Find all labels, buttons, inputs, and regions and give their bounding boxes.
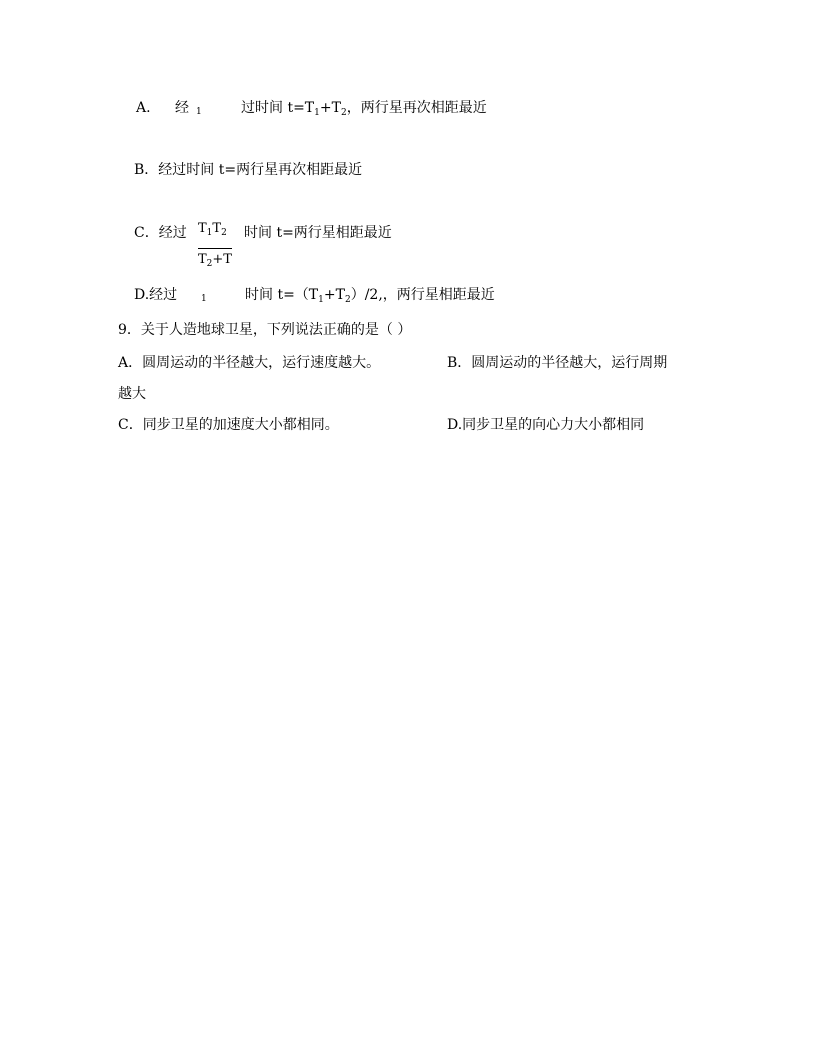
- option-d-text: [245, 285, 495, 305]
- question-9-stem: 9．关于人造地球卫星，下列说法正确的是（ ）: [118, 322, 412, 338]
- option-d-time: 时间 t=（T: [245, 287, 319, 303]
- question-9-option-d: D.同步卫星的向心力大小都相同: [447, 417, 645, 433]
- option-c-text: 时间 t=两行星相距最近: [244, 225, 392, 241]
- option-a-time: 过时间 t=T: [241, 100, 315, 116]
- option-a-word: 经: [175, 100, 189, 116]
- question-9-option-b: B．圆周运动的半径越大，运行周期: [447, 355, 668, 371]
- fraction-denominator: $T_2+T$: [198, 252, 232, 269]
- question-9-option-c: C．同步卫星的加速度大小都相同。: [118, 417, 339, 433]
- option-a-line: [136, 98, 151, 118]
- option-d-subscript: 1: [201, 294, 207, 304]
- option-d-plus: +T: [323, 287, 345, 303]
- question-9-option-b-continued: 越大: [118, 386, 146, 402]
- option-d-label: D.经过: [134, 287, 178, 303]
- option-a-text-start: [175, 98, 189, 118]
- option-a-subscript: 1: [196, 107, 202, 117]
- option-a-sub-t2: 2: [340, 108, 347, 118]
- option-a-plus: +T: [319, 100, 341, 116]
- option-d-sub-t2: 2: [344, 295, 351, 305]
- option-a-conclusion: ，两行星再次相距最近: [346, 100, 487, 116]
- option-c-fraction: [198, 220, 234, 269]
- option-a-label: A.: [136, 100, 151, 116]
- fraction-numerator: $T_1T_2$: [198, 221, 227, 238]
- option-d-conclusion: ）/2,，两行星相距最近: [350, 287, 495, 303]
- fraction-bar: [198, 248, 232, 249]
- option-c-label: C．经过: [134, 225, 187, 241]
- option-b-line: B．经过时间 t=两行星再次相距最近: [134, 162, 363, 178]
- option-d-sub-t1: 1: [318, 295, 324, 305]
- option-a-text: [241, 98, 487, 118]
- question-9-option-a: A．圆周运动的半径越大，运行速度越大。: [118, 355, 381, 371]
- option-a-sub-t1: 1: [314, 108, 320, 118]
